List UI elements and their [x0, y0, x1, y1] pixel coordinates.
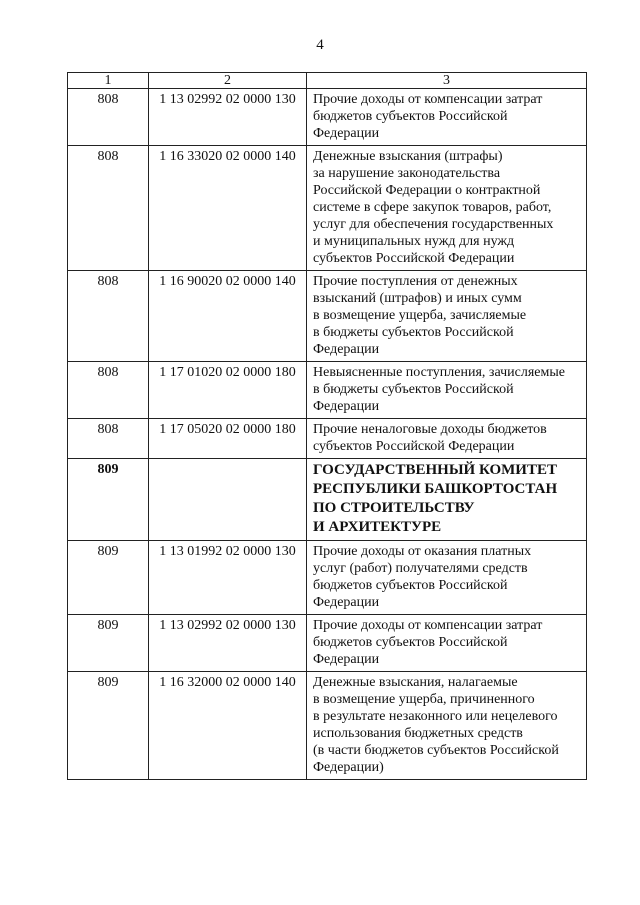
income-description-cell [307, 146, 587, 271]
income-code-cell: 1 16 33020 02 0000 140 [149, 146, 307, 271]
administrator-code-cell: 808 [68, 146, 149, 271]
table-row [68, 672, 587, 780]
description-line: бюджетов субъектов Российской [313, 578, 508, 593]
description-line: ГОСУДАРСТВЕННЫЙ КОМИТЕТ [313, 462, 557, 478]
administrator-code-cell: 809 [68, 459, 149, 541]
income-code-cell: 1 13 02992 02 0000 130 [149, 89, 307, 146]
description-line: услуг (работ) получателями средств [313, 561, 528, 576]
income-code-cell: 1 13 01992 02 0000 130 [149, 541, 307, 615]
description-line: Федерации [313, 126, 380, 141]
income-description-cell [307, 541, 587, 615]
description-line: Прочие доходы от компенсации затрат [313, 92, 543, 107]
administrator-code-cell: 808 [68, 89, 149, 146]
income-code-cell: 1 17 05020 02 0000 180 [149, 419, 307, 459]
description-line: Прочие доходы от оказания платных [313, 544, 532, 559]
administrator-code-cell: 809 [68, 672, 149, 780]
description-line: Федерации) [313, 760, 384, 775]
administrator-code-cell: 808 [68, 362, 149, 419]
description-line: использования бюджетных средств [313, 726, 523, 741]
administrator-code-cell: 809 [68, 615, 149, 672]
description-line: Федерации [313, 652, 380, 667]
page-number: 4 [316, 37, 324, 53]
income-code-cell: 1 13 02992 02 0000 130 [149, 615, 307, 672]
table-body [68, 89, 587, 780]
description-line: в бюджеты субъектов Российской [313, 382, 514, 397]
income-description-cell [307, 89, 587, 146]
description-line: в результате незаконного или нецелевого [313, 709, 558, 724]
table-row [68, 271, 587, 362]
description-line: Прочие поступления от денежных [313, 274, 518, 289]
section-header-row [68, 459, 587, 541]
income-code-cell: 1 16 90020 02 0000 140 [149, 271, 307, 362]
description-line: Невыясненные поступления, зачисляемые [313, 365, 565, 380]
description-line: И АРХИТЕКТУРЕ [313, 519, 442, 535]
description-line: и муниципальных нужд для нужд [313, 234, 515, 249]
description-line: Российской Федерации о контрактной [313, 183, 541, 198]
column-header-3: 3 [307, 73, 587, 89]
description-line: за нарушение законодательства [313, 166, 501, 181]
income-description-cell [307, 271, 587, 362]
income-description-cell [307, 672, 587, 780]
description-line: услуг для обеспечения государственных [313, 217, 554, 232]
description-line: бюджетов субъектов Российской [313, 635, 508, 650]
income-description-cell [307, 362, 587, 419]
description-line: РЕСПУБЛИКИ БАШКОРТОСТАН [313, 481, 558, 497]
administrator-code-cell: 809 [68, 541, 149, 615]
description-line: субъектов Российской Федерации [313, 439, 515, 454]
column-header-1: 1 [68, 73, 149, 89]
description-line: Федерации [313, 595, 380, 610]
description-line: в возмещение ущерба, причиненного [313, 692, 535, 707]
income-description-cell [307, 615, 587, 672]
description-line: в возмещение ущерба, зачисляемые [313, 308, 527, 323]
agency-name-cell [307, 459, 587, 541]
description-line: Денежные взыскания (штрафы) [313, 149, 503, 164]
income-code-cell: 1 16 32000 02 0000 140 [149, 672, 307, 780]
description-line: Денежные взыскания, налагаемые [313, 675, 518, 690]
budget-classification-table [67, 72, 587, 780]
table-row [68, 615, 587, 672]
description-line: системе в сфере закупок товаров, работ, [313, 200, 552, 215]
table-row [68, 146, 587, 271]
income-description-cell [307, 419, 587, 459]
administrator-code-cell: 808 [68, 419, 149, 459]
description-line: Федерации [313, 342, 380, 357]
description-line: бюджетов субъектов Российской [313, 109, 508, 124]
table-row [68, 89, 587, 146]
table-row [68, 541, 587, 615]
description-line: Федерации [313, 399, 380, 414]
description-line: ПО СТРОИТЕЛЬСТВУ [313, 500, 475, 516]
description-line: Прочие доходы от компенсации затрат [313, 618, 543, 633]
table-row [68, 419, 587, 459]
table-row [68, 362, 587, 419]
administrator-code-cell: 808 [68, 271, 149, 362]
income-code-cell [149, 459, 307, 541]
income-code-cell: 1 17 01020 02 0000 180 [149, 362, 307, 419]
description-line: в бюджеты субъектов Российской [313, 325, 514, 340]
description-line: Прочие неналоговые доходы бюджетов [313, 422, 547, 437]
column-header-2: 2 [149, 73, 307, 89]
table-header-row [68, 73, 587, 89]
description-line: (в части бюджетов субъектов Российской [313, 743, 559, 758]
description-line: субъектов Российской Федерации [313, 251, 515, 266]
description-line: взысканий (штрафов) и иных сумм [313, 291, 522, 306]
